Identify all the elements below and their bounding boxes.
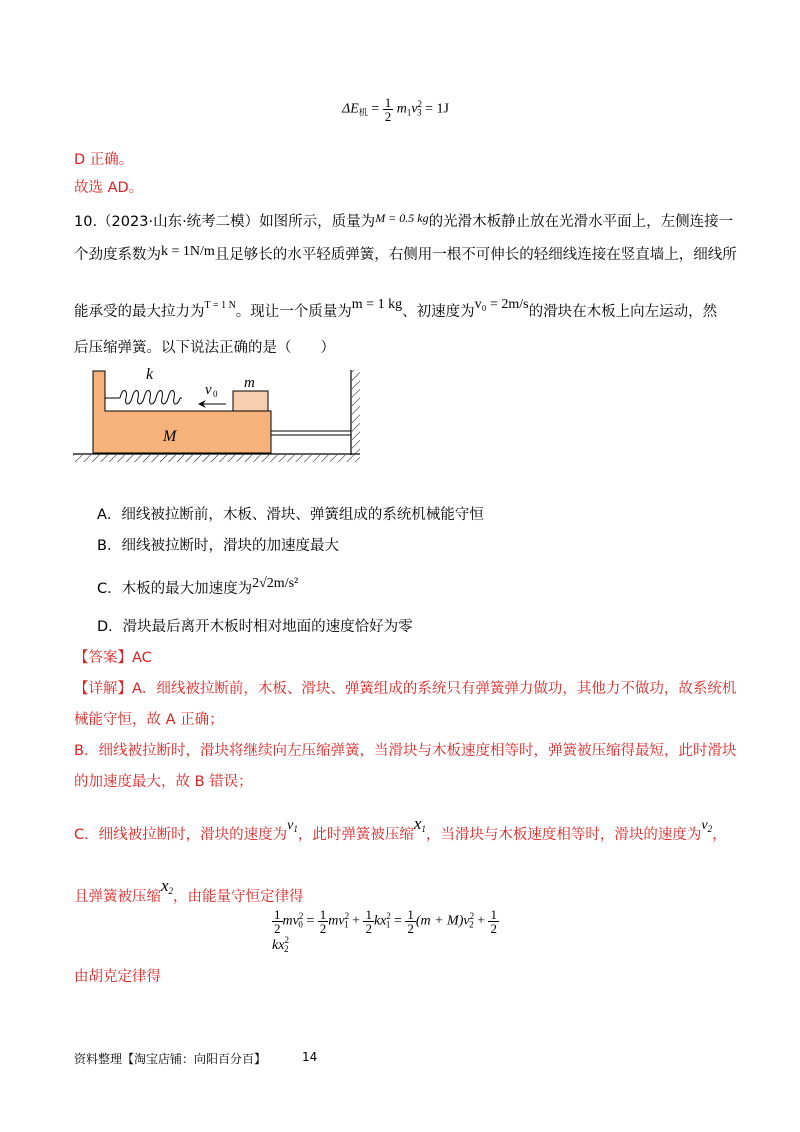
mass-symbol: m <box>396 101 407 117</box>
mass-big-value: M = 0.5 kg <box>375 211 429 225</box>
term-3: kx <box>373 913 387 929</box>
term-4: (m + M)v <box>415 913 470 929</box>
explanation-text: ， <box>712 827 727 843</box>
plus-1: + <box>348 913 364 929</box>
term-1: mv <box>282 913 299 929</box>
frac-1 <box>272 908 283 935</box>
term-5: kx <box>272 938 285 953</box>
option-c <box>97 574 298 599</box>
option-c-text: C．木板的最大加速度为 <box>97 581 253 597</box>
frac-4 <box>405 908 416 935</box>
explanation-line-2: 械能守恒，故 A 正确； <box>74 712 224 728</box>
frac-num: 1 <box>490 907 497 922</box>
equals-1: = <box>302 913 318 929</box>
question-source: （2023·山东·统考二模） <box>97 214 260 230</box>
question-text: 。现让一个质量为 <box>235 304 352 320</box>
term-2-sub: 1 <box>344 919 349 930</box>
frac-num: 1 <box>384 95 392 110</box>
v2-sub: 2 <box>707 824 713 834</box>
frac-3 <box>363 908 374 935</box>
label-k: k <box>146 366 154 383</box>
x1-sub: 1 <box>421 824 426 834</box>
frac-den: 2 <box>407 921 414 936</box>
frac-den: 2 <box>274 921 281 936</box>
v2-letter: v <box>701 818 708 833</box>
frac-den: 2 <box>319 921 327 936</box>
question-line-1 <box>74 208 733 232</box>
term-1-sup: 2 <box>298 910 304 921</box>
delta-energy: ΔE <box>342 101 359 117</box>
label-v0-sub: 0 <box>213 389 218 399</box>
x2-letter: x <box>161 876 169 895</box>
energy-subscript: 机 <box>358 107 368 118</box>
physics-figure <box>70 365 370 471</box>
mass-small-value: m = 1 kg <box>351 297 403 312</box>
equals-sign: = <box>371 101 380 117</box>
footer-source: 资料整理【淘宝店铺：向阳百分百】 <box>74 1052 267 1066</box>
v2-symbol <box>701 818 712 833</box>
term-5-sub: 2 <box>283 944 289 954</box>
label-M: M <box>163 428 177 445</box>
frac-den: 2 <box>365 921 372 936</box>
block-m <box>233 391 268 411</box>
x2-sub: 2 <box>168 886 174 896</box>
explanation-text: ，此时弹簧被压缩 <box>297 827 414 843</box>
velocity-sub: 3 <box>417 107 422 118</box>
question-line-4: 后压缩弹簧。以下说法正确的是（ ） <box>74 340 335 356</box>
option-b: B．细线被拉断时，滑块的加速度最大 <box>97 538 339 554</box>
question-text: 的光滑木板静止放在光滑水平面上，左侧连接一 <box>428 214 734 230</box>
term-2-sup: 2 <box>344 910 350 921</box>
frac-den: 2 <box>490 921 497 936</box>
question-text: 的滑块在木板上向左运动，然 <box>528 304 718 320</box>
x1-letter: x <box>413 814 422 833</box>
velocity-symbol: v <box>411 101 418 117</box>
energy-equation <box>272 908 515 954</box>
frac-5 <box>488 908 499 935</box>
frac-2 <box>318 908 329 935</box>
explanation-line-4: 的加速度最大，故 B 错误； <box>74 774 253 790</box>
x2-symbol <box>161 876 173 895</box>
frac-num: 1 <box>274 907 281 922</box>
explanation-line-7: 由胡克定律得 <box>74 969 161 985</box>
result: = 1J <box>425 101 449 117</box>
label-m: m <box>244 375 255 391</box>
question-text: 如图所示，质量为 <box>259 214 376 230</box>
footer-page-number: 14 <box>302 1050 318 1064</box>
frac-den: 2 <box>384 109 392 124</box>
spring-coil <box>120 391 180 405</box>
frac-num: 1 <box>319 907 327 922</box>
term-1-sub: 0 <box>298 919 303 930</box>
v1-sub: 1 <box>293 824 298 834</box>
velocity-sup: 2 <box>417 98 423 109</box>
term-4-sub: 2 <box>469 919 474 930</box>
term-2: mv <box>328 913 345 929</box>
plus-2: + <box>473 913 489 929</box>
explanation-text: C．细线被拉断时，滑块的速度为 <box>74 827 288 843</box>
x1-symbol <box>414 814 426 833</box>
wall-hatch <box>352 370 360 455</box>
equals-2: = <box>390 913 406 929</box>
explanation-line-6 <box>74 876 304 907</box>
question-text: 个劲度系数为 <box>74 247 161 263</box>
option-c-value: 2√2m/s² <box>252 576 299 591</box>
term-4-sup: 2 <box>469 910 475 921</box>
frac-num: 1 <box>407 907 414 922</box>
option-d: D．滑块最后离开木板时相对地面的速度恰好为零 <box>97 619 413 635</box>
option-a: A．细线被拉断前，木板、滑块、弹簧组成的系统机械能守恒 <box>97 507 484 523</box>
explanation-text: 且弹簧被压缩 <box>74 889 161 905</box>
explanation-line-1: 【详解】A．细线被拉断前，木板、滑块、弹簧组成的系统只有弹簧弹力做功，其他力不做功，故系统机 <box>74 681 737 697</box>
explanation-line-5 <box>74 814 727 845</box>
ground-hatch <box>73 455 360 462</box>
term-5-sup: 2 <box>284 935 289 945</box>
prev-answer-line2: 故选 AD。 <box>74 180 144 196</box>
explanation-line-3: B．细线被拉断时，滑块将继续向左压缩弹簧，当滑块与木板速度相等时，弹簧被压缩得最短，此时滑块 <box>74 743 737 759</box>
tension-value: T = 1 N <box>204 300 236 311</box>
explanation-text: ，当滑块与木板速度相等时，滑块的速度为 <box>425 827 702 843</box>
question-number: 10. <box>74 214 98 230</box>
question-line-2 <box>74 242 737 265</box>
k-value: k = 1N/m <box>161 244 215 259</box>
explanation-text: ，由能量守恒定律得 <box>173 889 304 905</box>
label-v0: v <box>205 382 212 398</box>
question-text: 能承受的最大拉力为 <box>74 304 205 320</box>
term-3-sub: 1 <box>385 919 391 930</box>
answer-label: 【答案】AC <box>74 650 152 666</box>
v1-letter: v <box>287 818 294 833</box>
v1-symbol <box>287 818 298 833</box>
question-text: 、初速度为 <box>402 304 475 320</box>
prev-answer-line1: D 正确。 <box>74 152 134 168</box>
question-line-3 <box>74 295 717 322</box>
term-3-sup: 2 <box>386 910 391 921</box>
question-text: 且足够长的水平轻质弹簧，右侧用一根不可伸长的轻细线连接在竖直墙上，细线所 <box>214 247 737 263</box>
half-fraction <box>383 96 394 123</box>
frac-num: 1 <box>365 907 372 922</box>
top-equation <box>342 96 449 123</box>
v0-value: v₀ = 2m/s <box>474 297 529 312</box>
mass-sub: 1 <box>406 107 412 118</box>
